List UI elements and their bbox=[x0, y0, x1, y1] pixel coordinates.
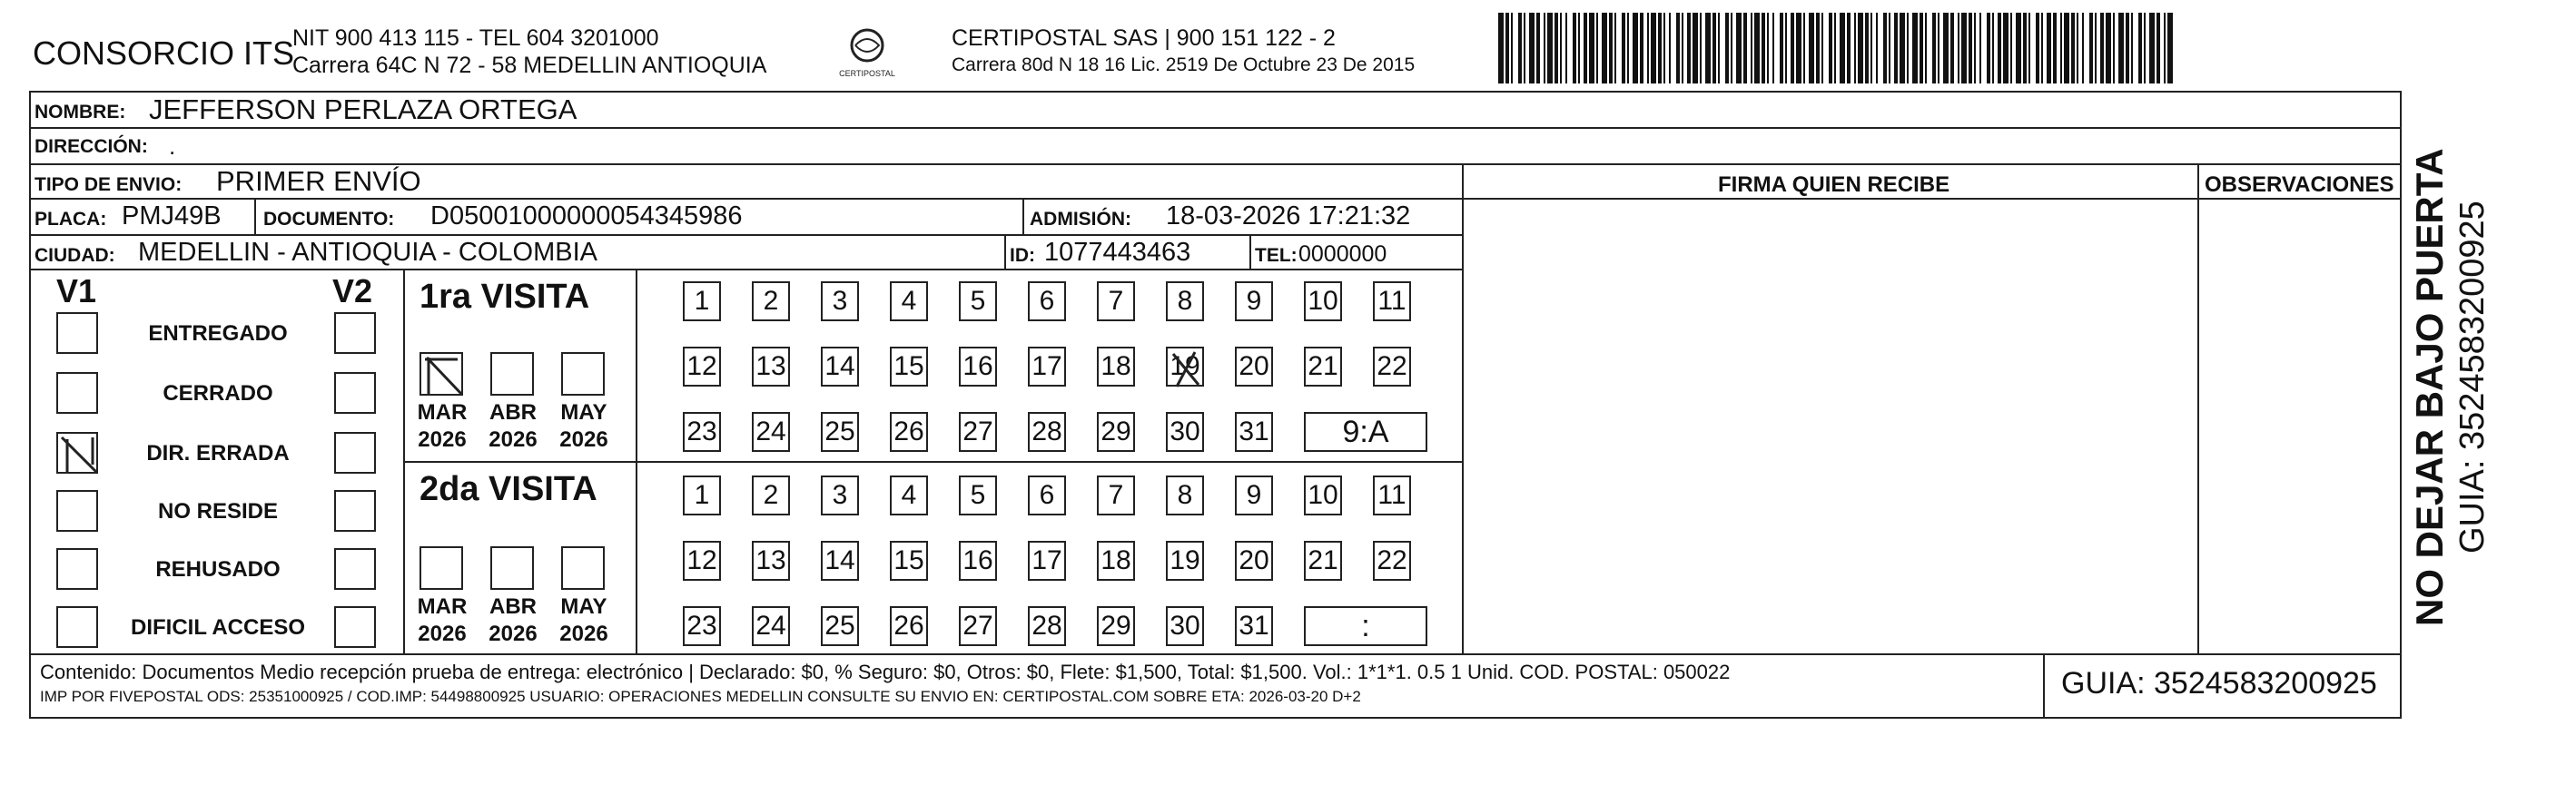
month-label: ABR 2026 bbox=[489, 400, 538, 452]
v2-checkbox[interactable] bbox=[334, 490, 376, 532]
day-box[interactable]: 19 bbox=[1166, 541, 1204, 581]
v2-checkbox[interactable] bbox=[334, 312, 376, 354]
v2-checkbox[interactable] bbox=[334, 606, 376, 648]
day-box[interactable]: 14 bbox=[821, 541, 859, 581]
v1-checkbox[interactable] bbox=[56, 490, 98, 532]
month-checkbox-mar[interactable] bbox=[419, 352, 463, 396]
time-box[interactable]: : bbox=[1304, 606, 1427, 646]
first-visit-title: 1ra VISITA bbox=[419, 278, 590, 316]
documento-label: DOCUMENTO: bbox=[263, 209, 395, 230]
day-box[interactable]: 13 bbox=[752, 347, 790, 387]
v1-checkbox[interactable] bbox=[56, 312, 98, 354]
footer-guia: GUIA: 3524583200925 bbox=[2061, 666, 2377, 701]
tel-label: TEL: bbox=[1255, 245, 1298, 266]
footer-imp: IMP POR FIVEPOSTAL ODS: 25351000925 / COD.IMP: 54498800925 USUARIO: OPERACIONES MEDELLIN CONSULTE SU ENVIO EN: CERTIPOSTAL.COM SOBRE ETA: 2026-03-20 D+2 bbox=[40, 688, 1361, 705]
day-box[interactable]: 9 bbox=[1235, 476, 1273, 515]
month-checkbox-may[interactable] bbox=[561, 352, 605, 396]
day-box[interactable]: 16 bbox=[959, 347, 997, 387]
day-box[interactable]: 11 bbox=[1373, 281, 1411, 321]
day-box[interactable]: 25 bbox=[821, 412, 859, 452]
day-box[interactable]: 21 bbox=[1304, 347, 1342, 387]
v1-checkbox[interactable] bbox=[56, 606, 98, 648]
logo-text: CERTIPOSTAL bbox=[839, 69, 895, 78]
day-box[interactable]: 5 bbox=[959, 281, 997, 321]
day-box[interactable]: 2 bbox=[752, 281, 790, 321]
day-box[interactable]: 2 bbox=[752, 476, 790, 515]
day-box[interactable]: 12 bbox=[683, 347, 721, 387]
month-checkbox-may[interactable] bbox=[561, 546, 605, 590]
day-box[interactable]: 23 bbox=[683, 606, 721, 646]
day-box[interactable]: 14 bbox=[821, 347, 859, 387]
day-box[interactable]: 28 bbox=[1028, 606, 1066, 646]
month-label: ABR 2026 bbox=[489, 594, 538, 646]
month-label: MAR 2026 bbox=[417, 400, 468, 452]
company-name: CONSORCIO ITS bbox=[33, 34, 295, 72]
day-box[interactable]: 20 bbox=[1235, 347, 1273, 387]
day-box[interactable]: 28 bbox=[1028, 412, 1066, 452]
month-label: MAY 2026 bbox=[559, 400, 608, 452]
v1-checkbox[interactable] bbox=[56, 372, 98, 414]
id-value: 1077443463 bbox=[1044, 238, 1191, 267]
day-box[interactable]: 10 bbox=[1304, 476, 1342, 515]
v2-checkbox[interactable] bbox=[334, 432, 376, 474]
placa: PMJ49B bbox=[122, 201, 222, 230]
day-box[interactable]: 6 bbox=[1028, 476, 1066, 515]
v2-label: V2 bbox=[332, 272, 373, 309]
day-box[interactable]: 6 bbox=[1028, 281, 1066, 321]
day-box[interactable]: 3 bbox=[821, 476, 859, 515]
admision: 18-03-2026 17:21:32 bbox=[1166, 201, 1411, 230]
certipostal-logo bbox=[835, 25, 899, 83]
month-checkbox-mar[interactable] bbox=[419, 546, 463, 590]
v2-checkbox[interactable] bbox=[334, 548, 376, 590]
day-box[interactable]: 27 bbox=[959, 412, 997, 452]
day-box[interactable]: 8 bbox=[1166, 476, 1204, 515]
company-address: Carrera 64C N 72 - 58 MEDELLIN ANTIOQUIA bbox=[292, 53, 767, 78]
observaciones-header: OBSERVACIONES bbox=[2205, 172, 2394, 197]
day-box[interactable]: 29 bbox=[1097, 606, 1135, 646]
status-label: DIR. ERRADA bbox=[146, 441, 290, 466]
day-box[interactable]: 15 bbox=[890, 541, 928, 581]
v1-checkbox[interactable] bbox=[56, 548, 98, 590]
day-box[interactable]: 5 bbox=[959, 476, 997, 515]
address-label: DIRECCIÓN: bbox=[35, 136, 148, 157]
admision-label: ADMISIÓN: bbox=[1030, 209, 1131, 230]
tipo-envio: PRIMER ENVÍO bbox=[216, 165, 421, 197]
day-box[interactable]: 24 bbox=[752, 606, 790, 646]
company-nit-tel: NIT 900 413 115 - TEL 604 3201000 bbox=[292, 25, 659, 51]
side-guia: GUIA: 3524583200925 bbox=[2453, 201, 2492, 554]
day-box[interactable]: 8 bbox=[1166, 281, 1204, 321]
day-box[interactable]: 4 bbox=[890, 281, 928, 321]
status-label: ENTREGADO bbox=[148, 321, 288, 346]
recipient-name: JEFFERSON PERLAZA ORTEGA bbox=[149, 93, 577, 125]
firma-header: FIRMA QUIEN RECIBE bbox=[1718, 172, 1950, 197]
day-box[interactable]: 17 bbox=[1028, 541, 1066, 581]
day-box[interactable]: 3 bbox=[821, 281, 859, 321]
recipient-address: . bbox=[169, 132, 176, 160]
status-label: CERRADO bbox=[163, 381, 273, 406]
ciudad: MEDELLIN - ANTIOQUIA - COLOMBIA bbox=[138, 238, 597, 267]
placa-label: PLACA: bbox=[35, 209, 107, 230]
documento: D05001000000054345986 bbox=[430, 201, 743, 230]
month-label: MAY 2026 bbox=[559, 594, 608, 646]
day-box[interactable]: 20 bbox=[1235, 541, 1273, 581]
day-box[interactable]: 12 bbox=[683, 541, 721, 581]
day-box[interactable]: 1 bbox=[683, 281, 721, 321]
barcode bbox=[1498, 13, 2175, 83]
day-box[interactable]: 15 bbox=[890, 347, 928, 387]
certi-address: Carrera 80d N 18 16 Lic. 2519 De Octubre 23 De 2015 bbox=[952, 54, 1416, 75]
day-box[interactable]: 11 bbox=[1373, 476, 1411, 515]
day-box[interactable]: 4 bbox=[890, 476, 928, 515]
day-box[interactable]: 7 bbox=[1097, 476, 1135, 515]
day-box[interactable]: 31 bbox=[1235, 412, 1273, 452]
day-box[interactable]: 19 bbox=[1166, 347, 1204, 387]
day-box[interactable]: 31 bbox=[1235, 606, 1273, 646]
time-box[interactable]: 9:A bbox=[1304, 412, 1427, 452]
footer-contenido: Contenido: Documentos Medio recepción prueba de entrega: electrónico | Declarado: $0, % Seguro: $0, Otros: $0, Flete: $1,500, Total: $1,500. Vol.: 1*1*1. 0.5 1 Unid. COD. POSTAL: 050022 bbox=[40, 661, 1731, 683]
day-box[interactable]: 9 bbox=[1235, 281, 1273, 321]
day-box[interactable]: 25 bbox=[821, 606, 859, 646]
name-label: NOMBRE: bbox=[35, 102, 126, 123]
status-label: DIFICIL ACCESO bbox=[130, 615, 305, 640]
tipo-label: TIPO DE ENVIO: bbox=[35, 174, 183, 195]
day-box[interactable]: 7 bbox=[1097, 281, 1135, 321]
status-label: NO RESIDE bbox=[157, 499, 279, 524]
day-box[interactable]: 24 bbox=[752, 412, 790, 452]
status-label: REHUSADO bbox=[155, 557, 281, 582]
day-box[interactable]: 26 bbox=[890, 606, 928, 646]
v2-checkbox[interactable] bbox=[334, 372, 376, 414]
tel-value: 0000000 bbox=[1298, 241, 1387, 267]
day-box[interactable]: 23 bbox=[683, 412, 721, 452]
ciudad-label: CIUDAD: bbox=[35, 245, 115, 266]
day-box[interactable]: 22 bbox=[1373, 347, 1411, 387]
v1-checkbox[interactable] bbox=[56, 432, 98, 474]
day-box[interactable]: 1 bbox=[683, 476, 721, 515]
day-box[interactable]: 18 bbox=[1097, 541, 1135, 581]
day-box[interactable]: 26 bbox=[890, 412, 928, 452]
certi-name: CERTIPOSTAL SAS | 900 151 122 - 2 bbox=[952, 25, 1336, 51]
month-label: MAR 2026 bbox=[417, 594, 468, 646]
day-box[interactable]: 30 bbox=[1166, 412, 1204, 452]
day-box[interactable]: 30 bbox=[1166, 606, 1204, 646]
month-checkbox-abr[interactable] bbox=[490, 352, 534, 396]
day-box[interactable]: 29 bbox=[1097, 412, 1135, 452]
day-box[interactable]: 10 bbox=[1304, 281, 1342, 321]
second-visit-title: 2da VISITA bbox=[419, 470, 597, 508]
day-box[interactable]: 17 bbox=[1028, 347, 1066, 387]
day-box[interactable]: 21 bbox=[1304, 541, 1342, 581]
day-box[interactable]: 27 bbox=[959, 606, 997, 646]
month-checkbox-abr[interactable] bbox=[490, 546, 534, 590]
id-label: ID: bbox=[1010, 245, 1035, 266]
day-box[interactable]: 22 bbox=[1373, 541, 1411, 581]
day-box[interactable]: 18 bbox=[1097, 347, 1135, 387]
side-warning: NO DEJAR BAJO PUERTA bbox=[2408, 148, 2451, 626]
v1-label: V1 bbox=[56, 272, 97, 309]
day-box[interactable]: 13 bbox=[752, 541, 790, 581]
day-box[interactable]: 16 bbox=[959, 541, 997, 581]
